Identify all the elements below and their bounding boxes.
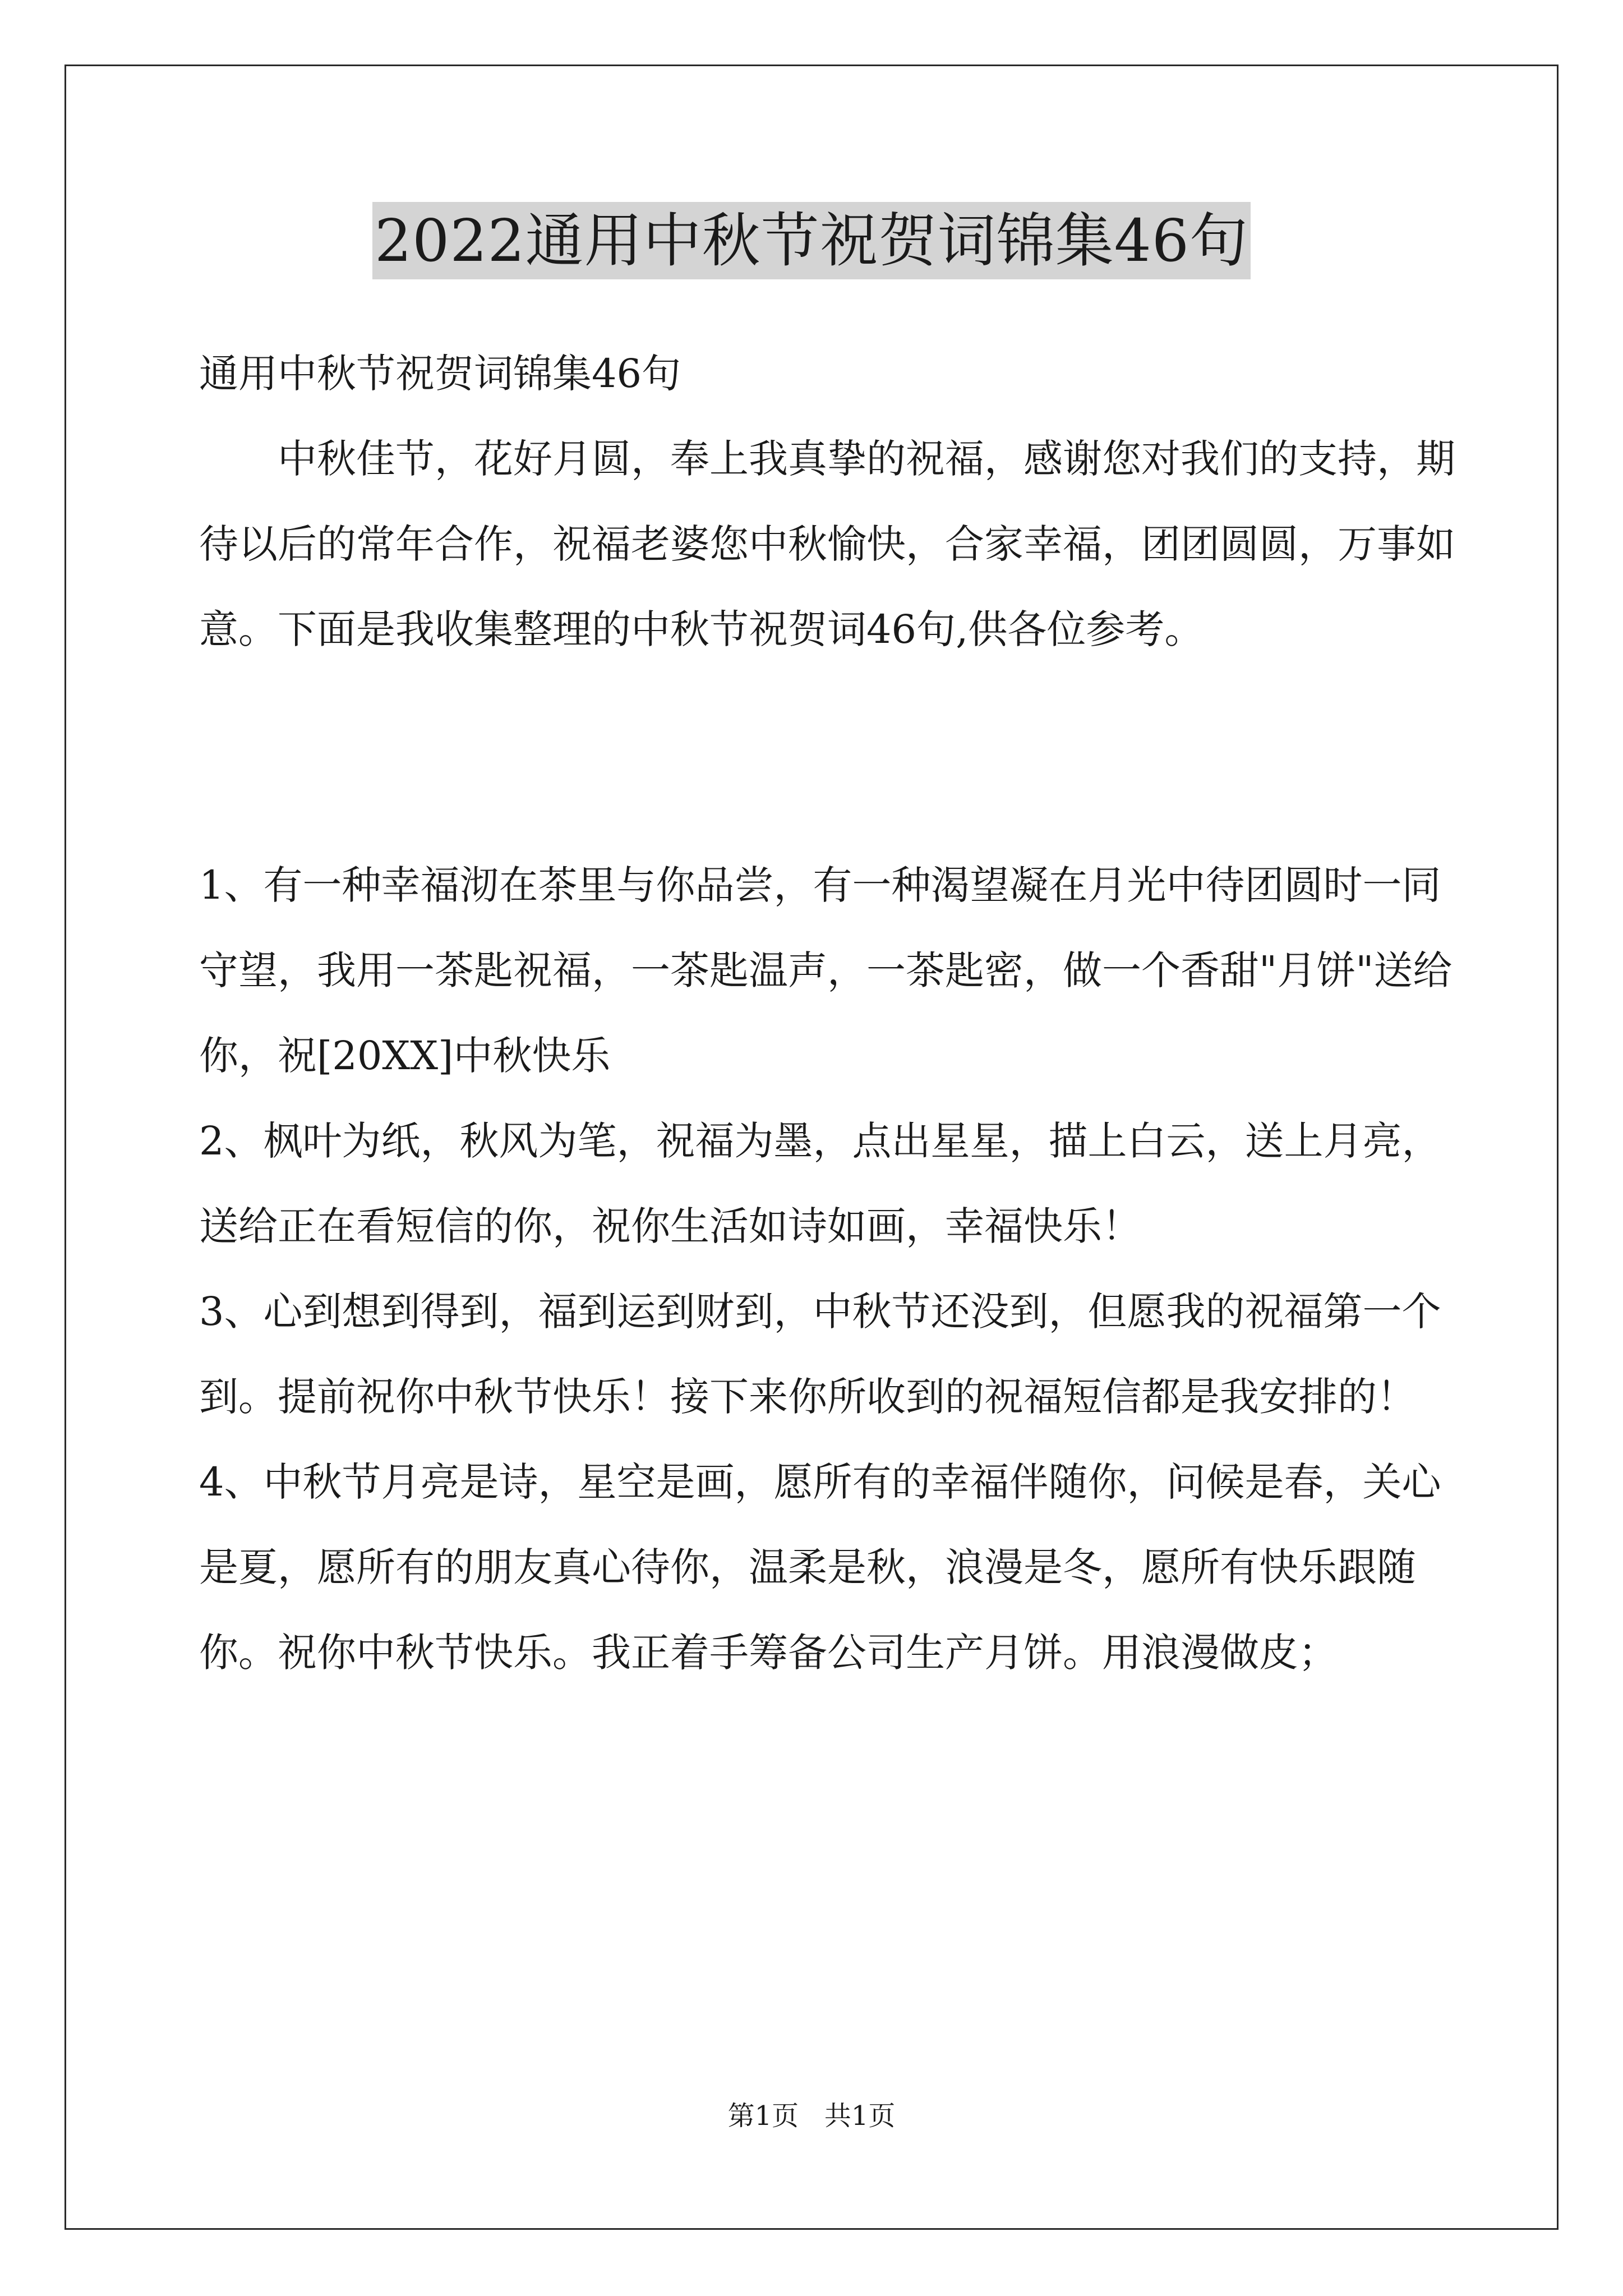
- page-footer: 第1页 共1页: [727, 2100, 896, 2132]
- intro-paragraph: 中秋佳节，花好月圆，奉上我真挚的祝福，感谢您对我们的支持，期待以后的常年合作，祝福老婆您中秋愉快，合家幸福，团团圆圆，万事如意。下面是我收集整理的中秋节祝贺词46句,供各位参考。: [199, 436, 1455, 652]
- title-container: [0, 202, 1623, 279]
- list-item: 3、心到想到得到，福到运到财到，中秋节还没到，但愿我的祝福第一个到。提前祝你中秋节快乐！接下来你所收到的祝福短信都是我安排的！: [199, 1289, 1441, 1420]
- list-item: 4、中秋节月亮是诗，星空是画，愿所有的幸福伴随你，问候是春，关心是夏，愿所有的朋友真心待你，温柔是秋，浪漫是冬，愿所有快乐跟随你。祝你中秋节快乐。我正着手筹备公司生产月饼。用浪漫做皮；: [199, 1459, 1441, 1676]
- document-body: [199, 331, 1455, 1695]
- paragraph-gap: [199, 672, 1455, 843]
- list-item: 2、枫叶为纸，秋风为笔，祝福为墨，点出星星，描上白云，送上月亮，送给正在看短信的你，祝你生活如诗如画，幸福快乐！: [199, 1118, 1441, 1249]
- document-subtitle: 通用中秋节祝贺词锦集46句: [199, 351, 681, 397]
- list-item: 1、有一种幸福沏在茶里与你品尝，有一种渴望凝在月光中待团圆时一同守望，我用一茶匙祝福，一茶匙温声，一茶匙密，做一个香甜"月饼"送给你，祝[20XX]中秋快乐: [199, 862, 1453, 1079]
- document-title: 2022通用中秋节祝贺词锦集46句: [372, 202, 1251, 279]
